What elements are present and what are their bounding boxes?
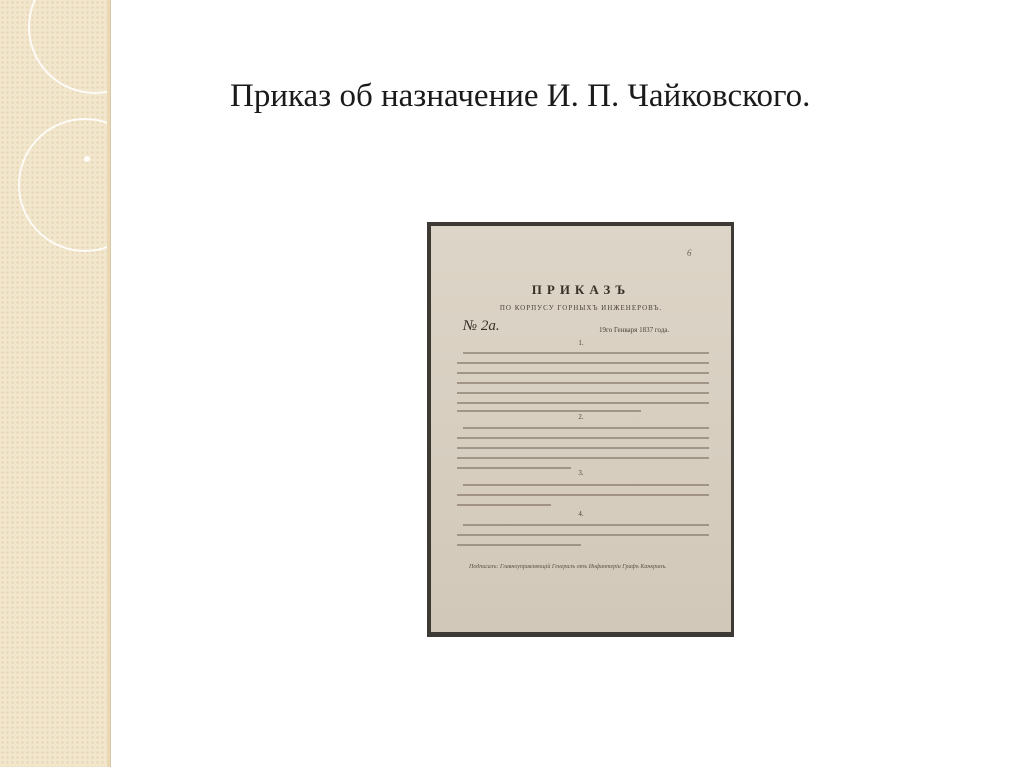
- text-line: [457, 402, 709, 404]
- section-number: 3.: [578, 469, 584, 477]
- document-signature: Подписалъ: Главноуправляющій Генералъ отъ Инфантеріи Графъ Канкринъ.: [469, 564, 667, 570]
- text-line: [457, 494, 709, 496]
- text-line: [457, 544, 581, 546]
- slide-title: Приказ об назначение И. П. Чайковского.: [230, 78, 811, 114]
- text-line: [457, 372, 709, 374]
- text-line: [457, 447, 709, 449]
- document-number: № 2а.: [463, 318, 500, 334]
- text-line: [463, 352, 709, 354]
- decorative-side-band: [0, 0, 110, 767]
- text-line: [457, 504, 551, 506]
- section-number: 4.: [578, 510, 584, 518]
- text-line: [457, 392, 709, 394]
- text-line: [457, 534, 709, 536]
- decorative-ring: [28, 0, 162, 94]
- scanned-document: [427, 222, 734, 637]
- text-line: [463, 427, 709, 429]
- text-line: [457, 437, 709, 439]
- text-line: [463, 524, 709, 526]
- side-divider: [110, 0, 111, 767]
- page-mark: 6: [687, 248, 692, 258]
- section-number: 1.: [578, 339, 584, 347]
- text-line: [457, 457, 709, 459]
- decorative-ring: [18, 118, 152, 252]
- text-line: [463, 484, 709, 486]
- text-line: [457, 382, 709, 384]
- section-number: 2.: [578, 413, 584, 421]
- decorative-dot: [84, 156, 90, 162]
- text-line: [457, 410, 641, 412]
- document-page: [431, 226, 731, 632]
- text-line: [457, 362, 709, 364]
- document-subheading: ПО КОРПУСУ ГОРНЫХЪ ИНЖЕНЕРОВЪ.: [499, 304, 663, 312]
- document-date: 19го Генваря 1837 года.: [599, 326, 670, 334]
- document-heading: ПРИКАЗЪ: [531, 282, 631, 297]
